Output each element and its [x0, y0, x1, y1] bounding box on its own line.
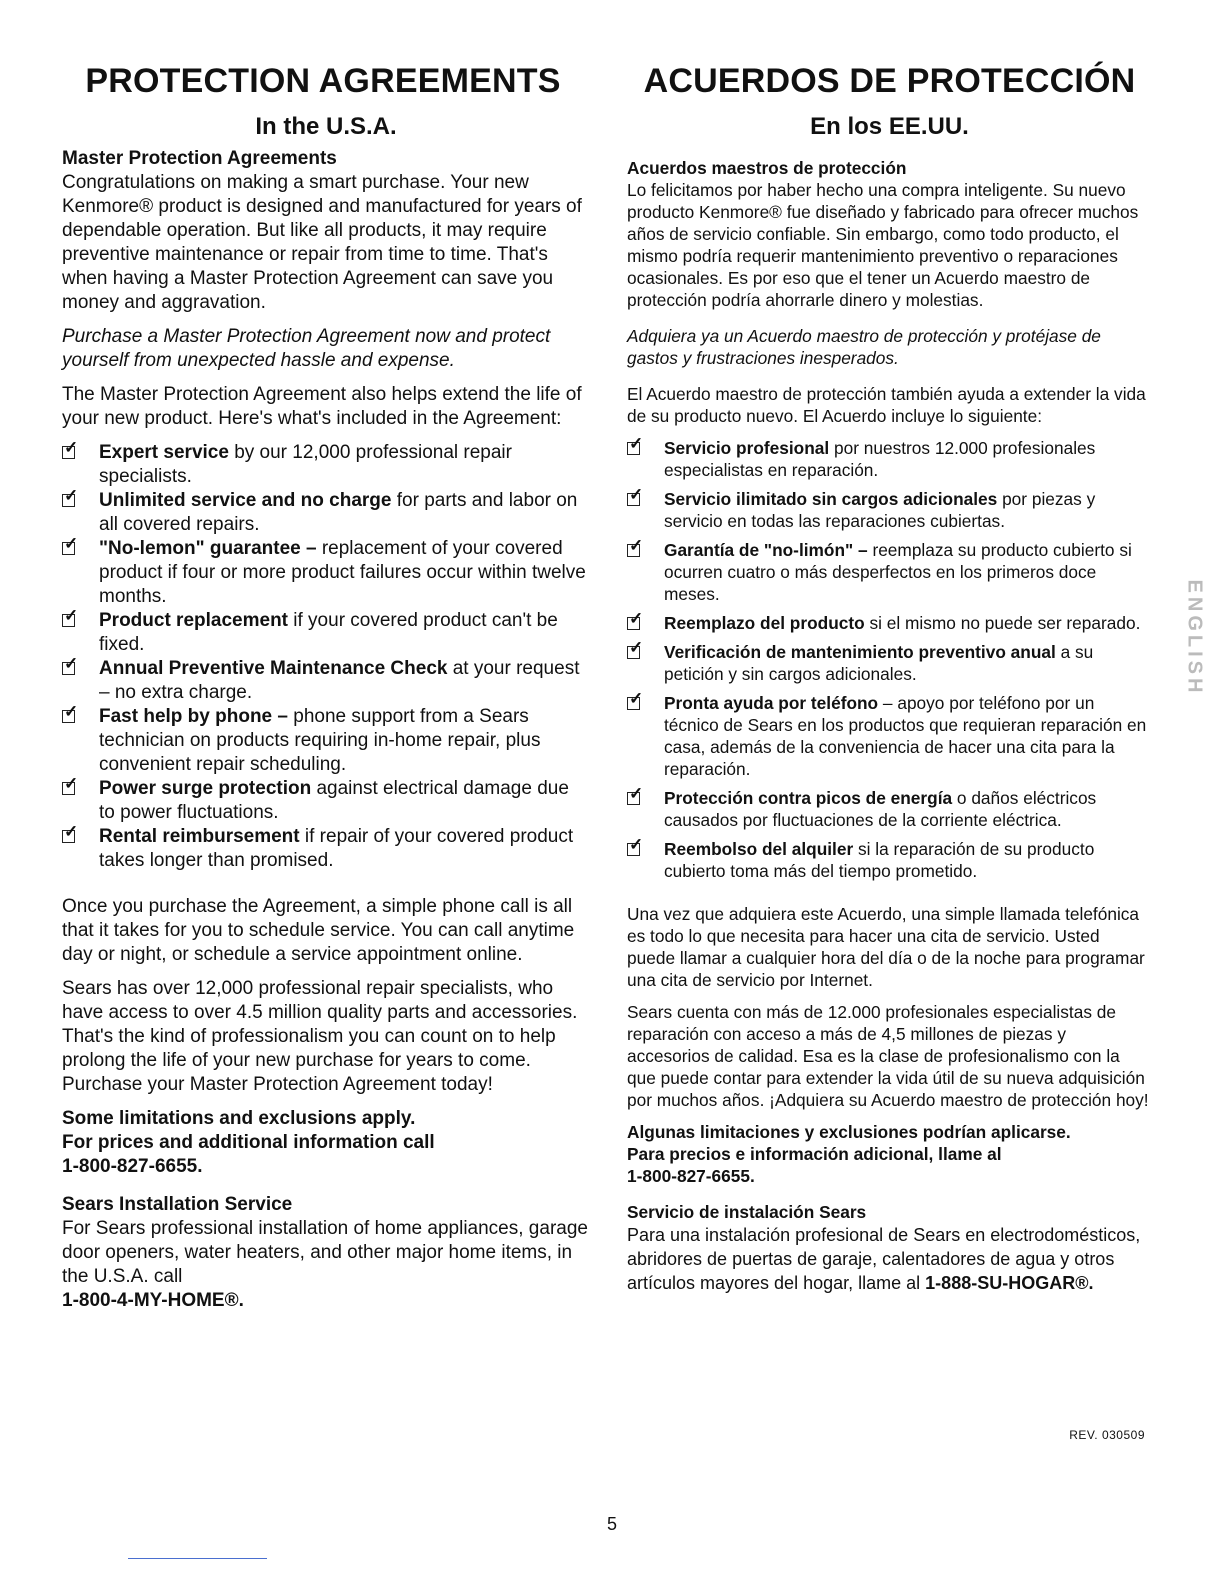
phone-number-spanish: 1-800-827-6655. — [627, 1166, 755, 1186]
list-item: ✓ Rental reimbursement if repair of your covered product takes longer than promised. — [64, 822, 574, 871]
installation-text-spanish: Para una instalación profesional de Sears en electrodomésticos, abridores de puertas de garaje, calentadores de agua y otros artículos mayores del hogar, llame al 1-888-SU-HOGAR®. — [627, 1225, 1141, 1293]
list-item: ✓ Power surge protection against electrical damage due to power fluctuations. — [64, 774, 569, 823]
checkbox-icon: ✓ — [629, 638, 644, 657]
installation-phone-spanish: 1-888-SU-HOGAR®. — [925, 1273, 1094, 1293]
checkbox-icon: ✓ — [629, 434, 644, 453]
list-item: ✓ Fast help by phone – phone support from a Sears technician on products requiring in-home repair, plus convenient repair scheduling. — [64, 702, 541, 775]
page-title-english: PROTECTION AGREEMENTS — [85, 62, 561, 100]
checkbox-icon: ✓ — [629, 485, 644, 504]
italic-callout-english: Purchase a Master Protection Agreement now and protect yourself from unexpected hassle and expense. — [62, 326, 551, 371]
list-item: ✓ Garantía de "no-limón" – reemplaza su producto cubierto si ocurren cuatro o más desperfectos en los primeros doce meses. — [629, 536, 1132, 604]
checkbox-icon: ✓ — [64, 534, 79, 553]
english-column — [62, 62, 590, 1313]
checkbox-icon: ✓ — [64, 654, 79, 673]
checkbox-icon: ✓ — [629, 689, 644, 708]
extend-paragraph-english: The Master Protection Agreement also helps extend the life of your new product. Here's what's included in the Agreement: — [62, 384, 582, 429]
checkbox-icon: ✓ — [629, 784, 644, 803]
region-subtitle-spanish: En los EE.UU. — [810, 113, 969, 140]
checkbox-icon: ✓ — [64, 774, 79, 793]
limitations-line-english: Some limitations and exclusions apply. — [62, 1108, 416, 1129]
phone-number-english: 1-800-827-6655. — [62, 1156, 203, 1177]
region-subtitle-english: In the U.S.A. — [255, 113, 397, 140]
sears-paragraph-english: Sears has over 12,000 professional repair specialists, who have access to over 4.5 million quality parts and accessories. That's the kind of professionalism you can count on to help prolong the life of your new purchase for years to come. Purchase your Master Protection Agreement today! — [62, 978, 578, 1095]
language-side-tab: ENGLISH — [1183, 579, 1206, 697]
list-item: ✓ Product replacement if your covered product can't be fixed. — [64, 606, 558, 655]
list-item: ✓ "No-lemon" guarantee – replacement of your covered product if four or more product failures occur within twelve months. — [64, 534, 586, 607]
list-item: ✓ Expert service by our 12,000 professional repair specialists. — [64, 438, 512, 487]
list-item: ✓ Pronta ayuda por teléfono – apoyo por teléfono por un técnico de Sears en los productos que requieran reparación en casa, además de la conveniencia de hacer una cita para la reparación. — [629, 689, 1147, 779]
italic-callout-spanish: Adquiera ya un Acuerdo maestro de protección y protéjase de gastos y frustraciones inesperados. — [627, 326, 1101, 368]
benefits-list-english — [62, 438, 590, 873]
installation-text-english: For Sears professional installation of home appliances, garage door openers, water heaters, and other major home items, in the U.S.A. call — [62, 1218, 588, 1287]
checkbox-icon: ✓ — [629, 609, 644, 628]
revision-code: REV. 030509 — [1069, 1428, 1145, 1442]
page-title-spanish: ACUERDOS DE PROTECCIÓN — [643, 62, 1136, 100]
schedule-paragraph-spanish: Una vez que adquiera este Acuerdo, una simple llamada telefónica es todo lo que necesita para hacer una cita de servicio. Usted puede llamar a cualquier hora del día o de la noche para programar una cita de servicio por Internet. — [627, 904, 1145, 990]
installation-heading-english: Sears Installation Service — [62, 1194, 293, 1215]
intro-paragraph-spanish: Lo felicitamos por haber hecho una compra inteligente. Su nuevo producto Kenmore® fue diseñado y fabricado para ofrecer muchos años de servicio confiable. Sin embargo, como todo producto, el mismo podría requerir mantenimiento preventivo o reparaciones ocasionales. Es por eso que el tener un Acuerdo maestro de protección podría ahorrarle dinero y molestias. — [627, 180, 1139, 310]
installation-heading-spanish: Servicio de instalación Sears — [627, 1202, 867, 1222]
checkbox-icon: ✓ — [64, 606, 79, 625]
checkbox-icon: ✓ — [64, 822, 79, 841]
mpa-heading-english: Master Protection Agreements — [62, 148, 337, 169]
list-item: ✓ Servicio profesional por nuestros 12.000 profesionales especialistas en reparación. — [629, 434, 1096, 480]
checkbox-icon: ✓ — [629, 536, 644, 555]
checkbox-icon: ✓ — [64, 486, 79, 505]
list-item: ✓ Unlimited service and no charge for parts and labor on all covered repairs. — [64, 486, 578, 535]
mpa-heading-spanish: Acuerdos maestros de protección — [627, 158, 907, 178]
list-item: ✓ Reemplazo del producto si el mismo no puede ser reparado. — [629, 609, 1141, 633]
benefits-list-spanish — [627, 434, 1152, 882]
intro-paragraph-english: Congratulations on making a smart purchase. Your new Kenmore® product is designed and manufactured for years of dependable operation. But like all products, it may require preventive maintenance or repair from time to time. That's when having a Master Protection Agreement can save you money and aggravation. — [62, 172, 582, 313]
list-item: ✓ Annual Preventive Maintenance Check at your request – no extra charge. — [64, 654, 580, 703]
prices-line-english: For prices and additional information call — [62, 1132, 435, 1153]
schedule-paragraph-english: Once you purchase the Agreement, a simple phone call is all that it takes for you to schedule service. You can call anytime day or night, or schedule a service appointment online. — [62, 896, 575, 965]
prices-line-spanish: Para precios e información adicional, llame al — [627, 1144, 1002, 1164]
list-item: ✓ Protección contra picos de energía o daños eléctricos causados por fluctuaciones de la corriente eléctrica. — [629, 784, 1097, 830]
spanish-column — [627, 62, 1152, 1295]
sears-paragraph-spanish: Sears cuenta con más de 12.000 profesionales especialistas de reparación con acceso a más de 4,5 millones de piezas y accesorios de calidad. Esa es la clase de profesionalismo con la que puede contar para extender la vida útil de su nueva adquisición por muchos años. ¡Adquiera su Acuerdo maestro de protección hoy! — [627, 1002, 1149, 1110]
limitations-line-spanish: Algunas limitaciones y exclusiones podrían aplicarse. — [627, 1122, 1071, 1142]
checkbox-icon: ✓ — [64, 702, 79, 721]
installation-phone-english: 1-800-4-MY-HOME®. — [62, 1290, 244, 1311]
list-item: ✓ Verificación de mantenimiento preventivo anual a su petición y sin cargos adicionales. — [629, 638, 1094, 684]
page-number: 5 — [606, 1514, 617, 1534]
checkbox-icon: ✓ — [629, 835, 644, 854]
checkbox-icon: ✓ — [64, 438, 79, 457]
link-underline — [128, 1558, 267, 1559]
list-item: ✓ Servicio ilimitado sin cargos adicionales por piezas y servicio en todas las reparaciones cubiertas. — [629, 485, 1096, 531]
extend-paragraph-spanish: El Acuerdo maestro de protección también ayuda a extender la vida de su producto nuevo. El Acuerdo incluye lo siguiente: — [627, 384, 1146, 426]
list-item: ✓ Reembolso del alquiler si la reparación de su producto cubierto toma más del tiempo prometido. — [629, 835, 1095, 881]
